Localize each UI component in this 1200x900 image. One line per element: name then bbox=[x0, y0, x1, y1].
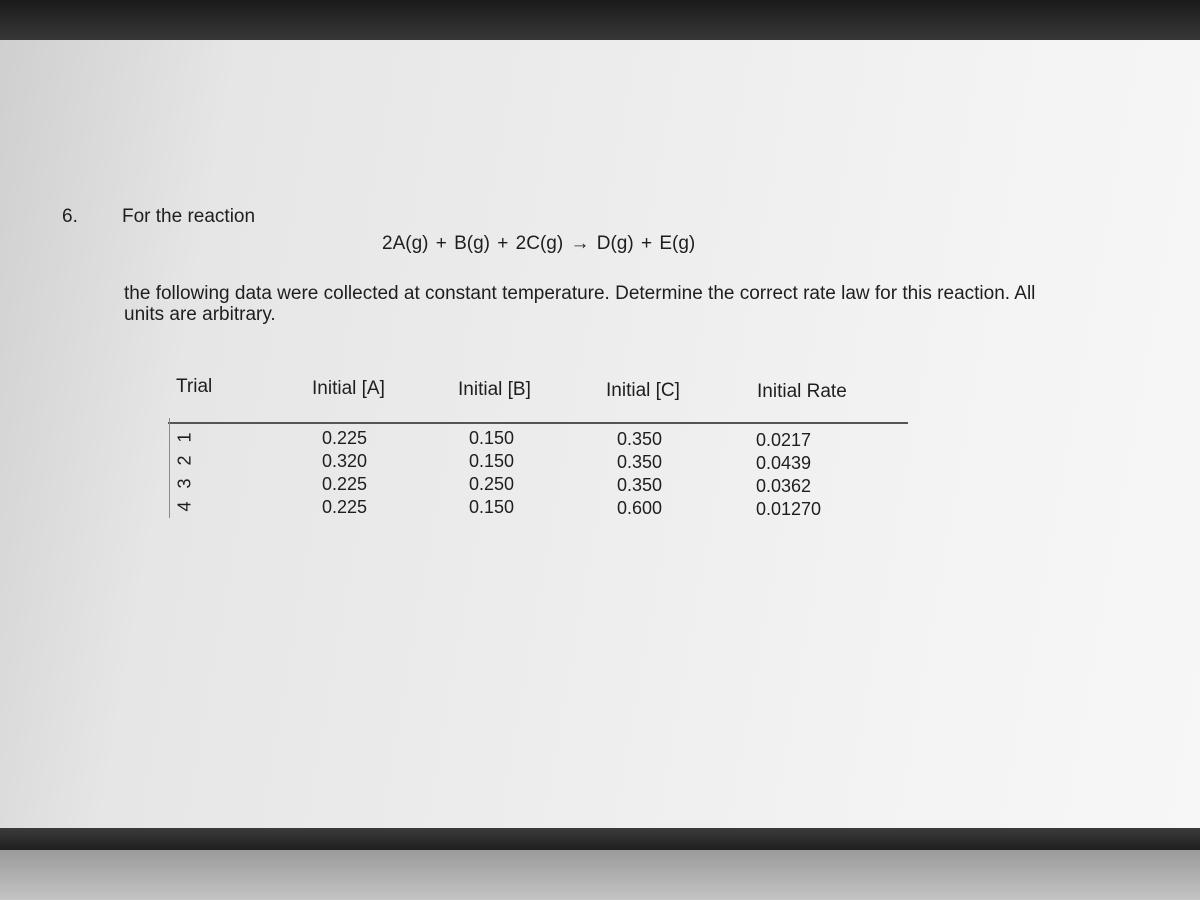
initial-b-cell: 0.250 bbox=[469, 474, 515, 494]
instruction-line-1: the following data were collected at constant temperature. Determine the correct rate law for this reaction. All bbox=[124, 283, 1036, 304]
header-initial-rate: Initial Rate bbox=[757, 381, 847, 402]
initial-c-cell: 0.350 bbox=[617, 429, 663, 449]
trial-cell: 2 bbox=[174, 455, 195, 466]
desk-surface bbox=[0, 850, 1200, 900]
initial-a-cell: 0.225 bbox=[322, 428, 368, 448]
initial-b-cell: 0.150 bbox=[469, 451, 515, 471]
question-intro: For the reaction bbox=[122, 206, 256, 227]
initial-rate-cell: 0.0439 bbox=[756, 453, 812, 473]
initial-c-cell: 0.350 bbox=[617, 475, 663, 495]
column-initial-b bbox=[469, 427, 514, 519]
monitor-bottom-bezel bbox=[0, 828, 1200, 850]
initial-rate-cell: 0.0217 bbox=[756, 430, 812, 450]
trial-cell: 1 bbox=[174, 432, 195, 443]
initial-b-cell: 0.150 bbox=[469, 428, 515, 448]
initial-b-cell: 0.150 bbox=[469, 497, 515, 517]
column-initial-rate bbox=[756, 429, 821, 521]
initial-a-cell: 0.225 bbox=[322, 474, 368, 494]
header-initial-a: Initial [A] bbox=[312, 378, 385, 399]
trial-cell: 3 bbox=[174, 478, 195, 489]
instruction-line-2: units are arbitrary. bbox=[124, 304, 276, 325]
initial-a-cell: 0.320 bbox=[322, 451, 368, 471]
question-number: 6. bbox=[62, 206, 78, 227]
column-initial-a bbox=[322, 427, 367, 519]
initial-a-cell: 0.225 bbox=[322, 497, 368, 517]
header-initial-b: Initial [B] bbox=[458, 379, 531, 400]
reaction-equation: 2A(g) + B(g) + 2C(g) → D(g) + E(g) bbox=[382, 233, 696, 254]
header-initial-c: Initial [C] bbox=[606, 380, 680, 401]
initial-c-cell: 0.600 bbox=[617, 498, 663, 518]
monitor-top-bezel bbox=[0, 0, 1200, 44]
header-trial: Trial bbox=[176, 376, 213, 397]
trial-cell: 4 bbox=[174, 501, 195, 512]
column-initial-c bbox=[617, 428, 662, 520]
column-trial bbox=[176, 426, 198, 518]
initial-rate-cell: 0.01270 bbox=[756, 499, 822, 519]
initial-rate-cell: 0.0362 bbox=[756, 476, 812, 496]
initial-c-cell: 0.350 bbox=[617, 452, 663, 472]
table-left-rule bbox=[169, 418, 170, 518]
table-header-rule bbox=[168, 422, 908, 424]
